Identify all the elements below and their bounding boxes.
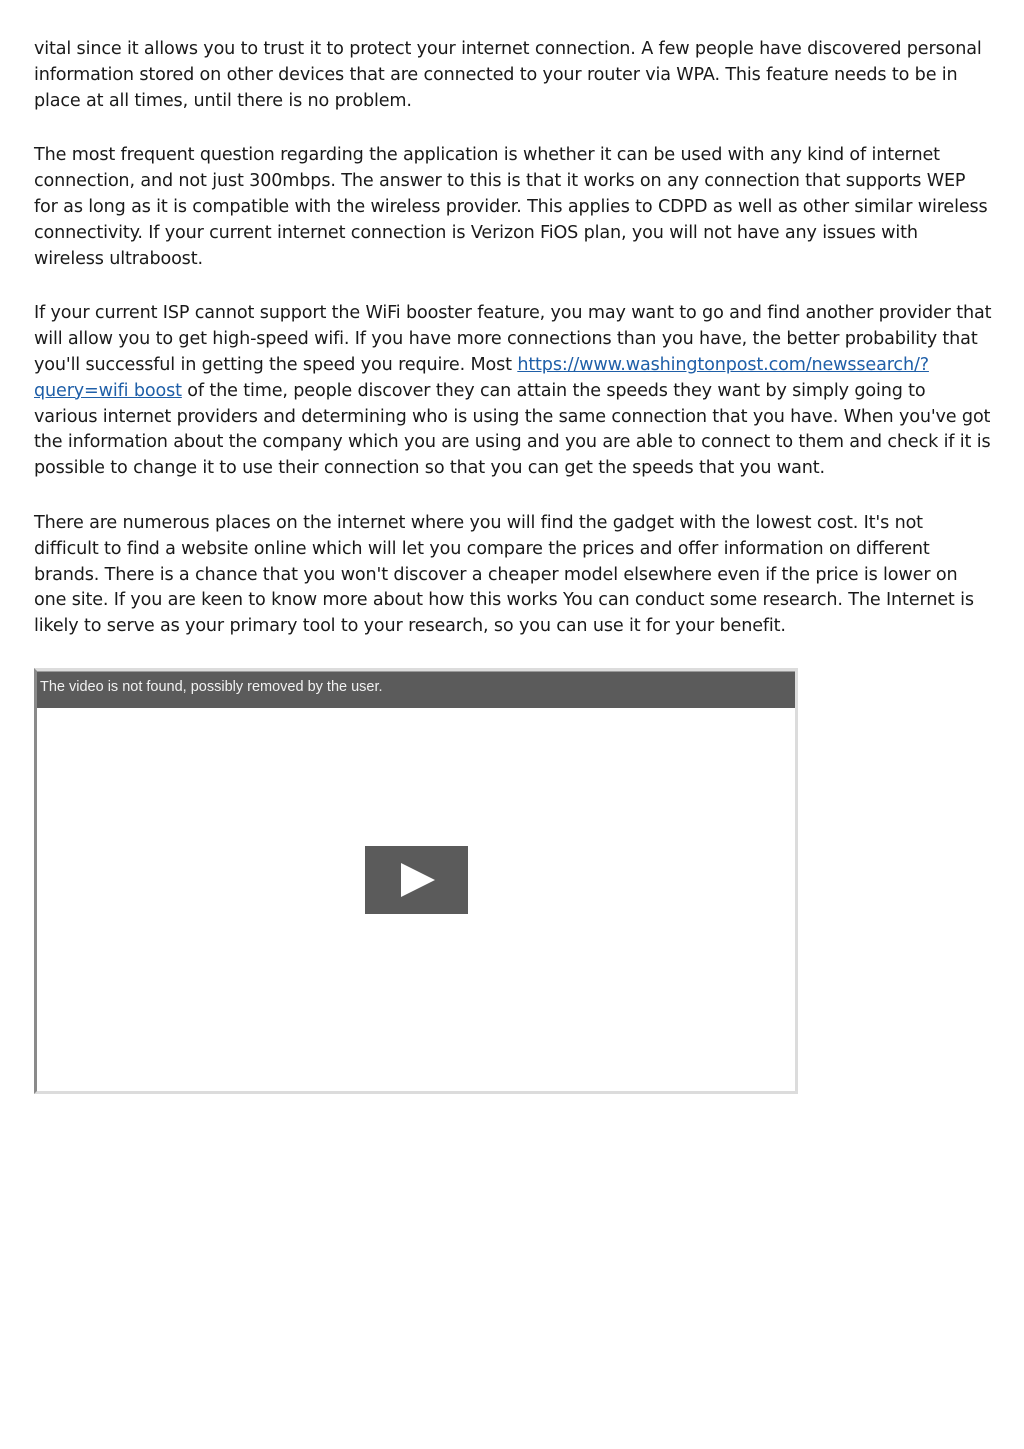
paragraph-isp-text-end: of the time, people discover they can attain the speeds they want by simply going to various internet providers and determining who is using the same connection that you have. When you've got the information about the company which you are using and you are able to connect to them and check if it is possible to change it to use their connection so that you can get the speeds that you want.	[34, 380, 991, 479]
paragraph-wpa: vital since it allows you to trust it to protect your internet connection. A few people have discovered personal information stored on other devices that are connected to your router via WPA. This feature needs to be in place at all times, until there is no problem.	[34, 39, 982, 111]
play-icon	[365, 846, 468, 914]
washingtonpost-search-link[interactable]: https://www.washingtonpost.com/newssearch/?query=wifi boost	[34, 354, 929, 401]
video-player[interactable]	[34, 668, 798, 1094]
video-not-found-message: The video is not found, possibly removed by the user.	[40, 679, 383, 695]
paragraph-lowest-cost: There are numerous places on the internet where you will find the gadget with the lowest cost. It's not difficult to find a website online which will let you compare the prices and offer information on different brands. There is a chance that you won't discover a cheaper model elsewhere even if the price is lower on one site. If you are keen to know more about how this works You can conduct some research. The Internet is likely to serve as your primary tool to your research, so you can use it for your benefit.	[34, 512, 974, 637]
paragraph-connection-question: The most frequent question regarding the application is whether it can be used with any kind of internet connection, and not just 300mbps. The answer to this is that it works on any connection that supports WEP for as long as it is compatible with the wireless provider. This applies to CDPD as well as other similar wireless connectivity. If your current internet connection is Verizon FiOS plan, you will not have any issues with wireless ultraboost.	[34, 145, 988, 269]
paragraph-isp-booster	[34, 301, 992, 482]
article-body	[34, 37, 992, 669]
paragraph-isp-text-start: If your current ISP cannot support the WiFi booster feature, you may want to go and find another provider that will allow you to get high-speed wifi. If you have more connections than you have, the better probability that you'll successful in getting the speed you require. Most	[34, 303, 992, 375]
video-title-bar	[37, 671, 795, 708]
play-button[interactable]	[365, 846, 468, 914]
